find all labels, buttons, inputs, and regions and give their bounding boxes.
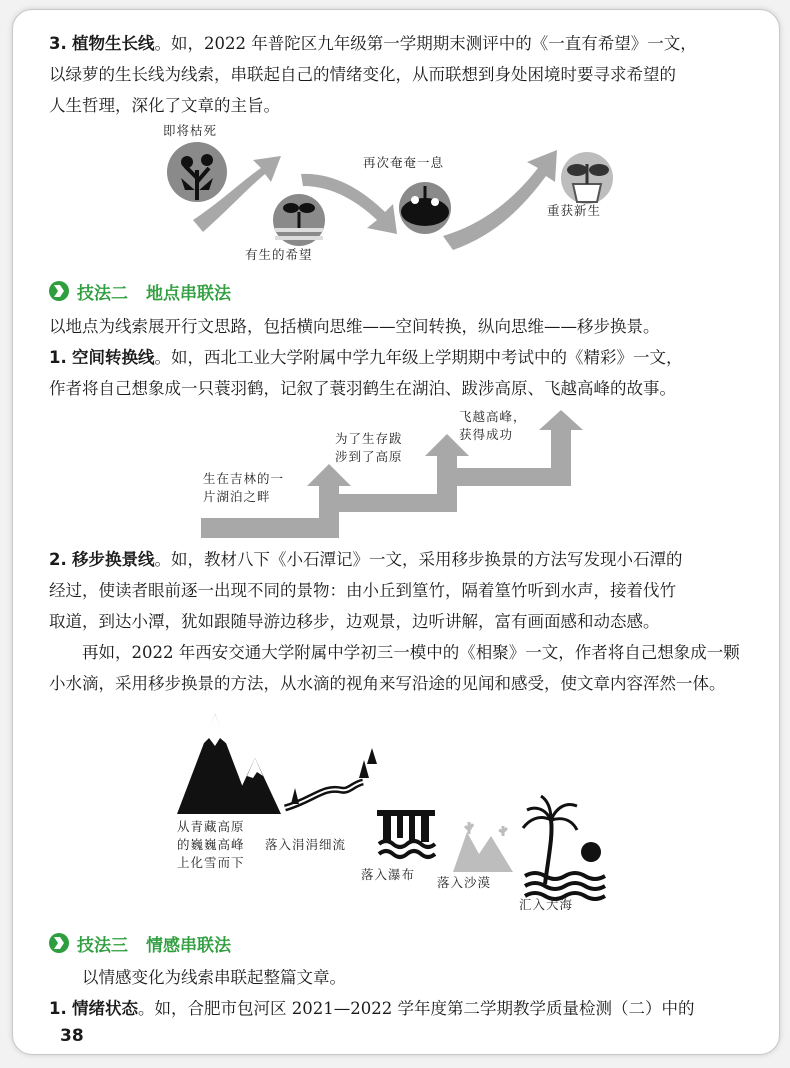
label-hope: 有生的希望 xyxy=(245,247,313,262)
sprout-icon xyxy=(273,194,325,246)
wilting-plant-icon xyxy=(167,142,227,202)
paragraph-plant-line-3: 人生哲理，深化了文章的主旨。 xyxy=(49,96,280,115)
heading-title: 地点串联法 xyxy=(146,283,231,304)
plant-growth-diagram xyxy=(153,120,633,270)
item-number: 1. xyxy=(49,999,67,1018)
paragraph-space-line-2: 作者将自己想象成一只蓑羽鹤，记叙了蓑羽鹤生在湖泊、跋涉高原、飞越高峰的故事。 xyxy=(49,379,676,398)
label-step-2: 为了生存跋 涉到了高原 xyxy=(335,431,403,464)
paragraph-scene-line-4: 再如，2022 年西安交通大学附属中学初三一模中的《相聚》一文，作者将自己想象成一颗 xyxy=(82,643,740,662)
paragraph-emotion-line-1 xyxy=(49,993,749,1024)
play-icon xyxy=(49,281,69,301)
palm-sea-icon xyxy=(523,796,605,899)
paragraph-space-line-1 xyxy=(49,342,749,373)
paragraph-plant-line-1 xyxy=(49,28,749,59)
arrow-3 xyxy=(443,150,557,250)
heading-number: 技法三 xyxy=(77,935,128,956)
desert-icon xyxy=(453,822,513,872)
paragraph-text: 。如，教材八下《小石潭记》一文，采用移步换景的方法写发现小石潭的 xyxy=(154,550,683,569)
paragraph-text: 。如，合肥市包河区 2021—2022 学年度第二学期教学质量检测（二）中的 xyxy=(138,999,695,1018)
page-number: 38 xyxy=(60,1026,84,1046)
label-reborn: 重获新生 xyxy=(547,203,602,218)
item-number: 1. xyxy=(49,348,67,367)
paragraph-scene-line-3: 取道，到达小潭，犹如跟随导游边移步，边观景，边听讲解，富有画面感和动态感。 xyxy=(49,612,660,631)
paragraph-scene-line-1 xyxy=(49,544,749,575)
page xyxy=(12,9,780,1055)
label-stream: 落入涓涓细流 xyxy=(265,837,347,852)
label-step-1: 生在吉林的一 片湖泊之畔 xyxy=(203,471,285,504)
label-step-3: 飞越高峰， 获得成功 xyxy=(459,409,527,442)
paragraph-plant-line-2: 以绿萝的生长线为线索，串联起自己的情绪变化，从而联想到身处困境时要寻求希望的 xyxy=(49,65,676,84)
heading-technique-3 xyxy=(49,930,231,956)
paragraph-emotion-intro: 以情感变化为线索串联起整篇文章。 xyxy=(82,968,346,987)
label-dying: 即将枯死 xyxy=(163,123,218,138)
item-number: 3. xyxy=(49,34,67,53)
item-number: 2. xyxy=(49,550,67,569)
paragraph-location-intro: 以地点为线索展开行文思路，包括横向思维——空间转换，纵向思维——移步换景。 xyxy=(49,317,660,336)
waterfall-icon xyxy=(377,810,435,857)
potted-plant-icon xyxy=(561,152,613,204)
label-desert: 落入沙漠 xyxy=(437,875,492,890)
heading-title: 情感串联法 xyxy=(146,935,231,956)
paragraph-text: 。如，西北工业大学附属中学九年级上学期期中考试中的《精彩》一文， xyxy=(154,348,683,367)
drooping-plant-icon xyxy=(399,182,451,234)
item-title: 移步换景线 xyxy=(72,550,155,569)
label-waterfall: 落入瀑布 xyxy=(361,867,416,882)
heading-number: 技法二 xyxy=(77,283,128,304)
paragraph-scene-line-5: 小水滴，采用移步换景的方法，从水滴的视角来写沿途的见闻和感受，使文章内容浑然一体。 xyxy=(49,674,726,693)
stream-icon xyxy=(285,748,377,808)
paragraph-scene-line-2: 经过，使读者眼前逐一出现不同的景物：由小丘到篁竹，隔着篁竹听到水声，接着伐竹 xyxy=(49,581,676,600)
label-sea: 汇入大海 xyxy=(519,897,574,912)
item-title: 植物生长线 xyxy=(72,34,155,53)
item-title: 情绪状态 xyxy=(72,999,138,1018)
label-mountain: 从青藏高原 的巍巍高峰 上化雪而下 xyxy=(177,819,245,870)
mountain-icon xyxy=(177,714,281,814)
play-icon xyxy=(49,933,69,953)
item-title: 空间转换线 xyxy=(72,348,155,367)
label-withering: 再次奄奄一息 xyxy=(363,155,445,170)
paragraph-text: 。如，2022 年普陀区九年级第一学期期末测评中的《一直有希望》一文， xyxy=(154,34,697,53)
heading-technique-2 xyxy=(49,278,231,304)
